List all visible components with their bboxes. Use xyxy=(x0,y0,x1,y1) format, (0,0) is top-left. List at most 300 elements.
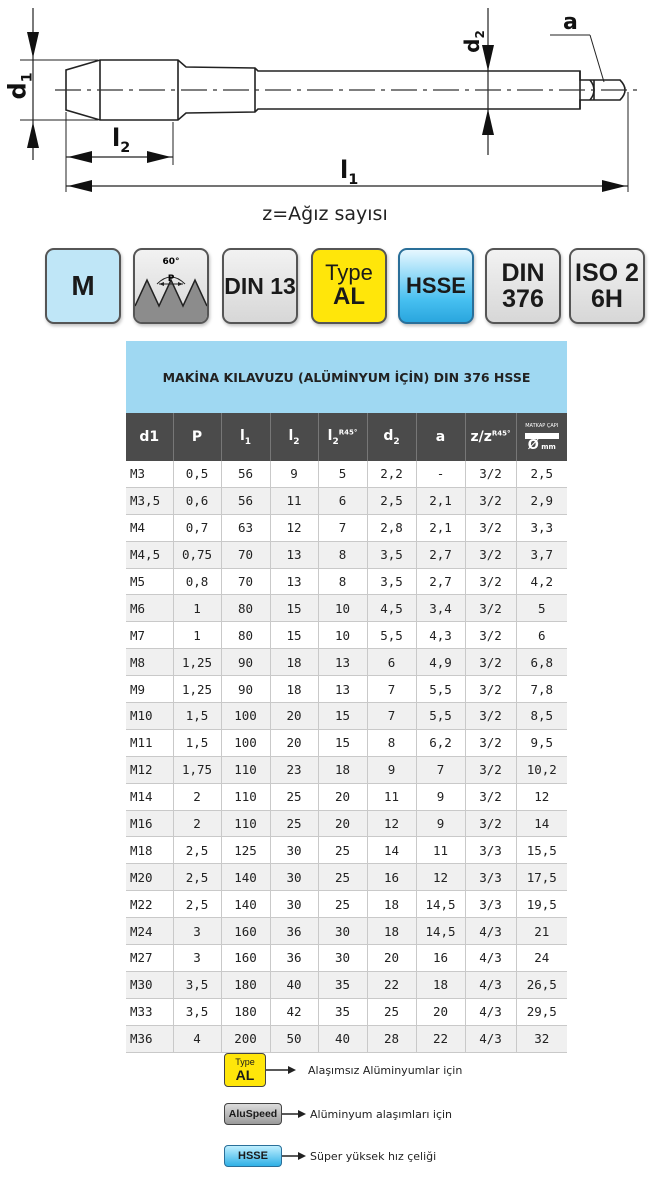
cell-drill: 19,5 xyxy=(516,891,567,918)
table-row xyxy=(126,837,567,864)
col-header-d1 xyxy=(126,413,173,461)
col-header-l2r-sup: R45° xyxy=(338,427,358,436)
cell-p: 2 xyxy=(173,783,221,810)
cell-l1: 180 xyxy=(221,998,270,1025)
cell-d1: M4 xyxy=(126,514,173,541)
cell-a: 12 xyxy=(416,864,465,891)
thread-pitch-label: P xyxy=(167,274,175,284)
badge-iso-tolerance xyxy=(569,248,645,324)
cell-l2-r45: 6 xyxy=(318,487,367,514)
cell-a: 4,3 xyxy=(416,622,465,649)
cell-a: 6,2 xyxy=(416,729,465,756)
cell-l2: 25 xyxy=(270,810,318,837)
cell-l1: 180 xyxy=(221,971,270,998)
badge-din376 xyxy=(485,248,561,324)
col-header-l2-sub: 2 xyxy=(293,436,300,447)
cell-z: 3/2 xyxy=(465,487,516,514)
cell-a: 22 xyxy=(416,1025,465,1052)
cell-l2: 18 xyxy=(270,676,318,703)
label-d1-sub: 1 xyxy=(19,72,36,83)
cell-p: 3,5 xyxy=(173,971,221,998)
label-l2-sub: 2 xyxy=(120,139,131,156)
cell-drill: 17,5 xyxy=(516,864,567,891)
table-title: MAKİNA KILAVUZU (ALÜMİNYUM İÇİN) DIN 376 HSSE xyxy=(126,341,567,413)
legend-aluspeed xyxy=(224,1103,452,1125)
legend-aluspeed-label: AluSpeed xyxy=(228,1108,278,1120)
tap-outline-svg xyxy=(0,0,650,200)
tap-technical-drawing xyxy=(0,0,650,200)
col-header-l1-sub: 1 xyxy=(244,436,252,447)
table-row xyxy=(126,729,567,756)
badge-hsse-label: HSSE xyxy=(406,273,466,298)
cell-drill: 24 xyxy=(516,945,567,972)
table-row xyxy=(126,541,567,568)
label-l2 xyxy=(112,124,130,156)
table-row xyxy=(126,514,567,541)
badge-din376-bottom: 376 xyxy=(502,285,544,313)
col-header-d2 xyxy=(367,413,416,461)
cell-z: 4/3 xyxy=(465,945,516,972)
badge-type-top: Type xyxy=(325,260,373,285)
cell-p: 4 xyxy=(173,1025,221,1052)
cell-p: 0,75 xyxy=(173,541,221,568)
cell-a: 14,5 xyxy=(416,891,465,918)
cell-z: 4/3 xyxy=(465,971,516,998)
cell-a: 5,5 xyxy=(416,676,465,703)
cell-d2: 2,5 xyxy=(367,487,416,514)
drill-diameter-row xyxy=(517,438,568,453)
cell-d1: M3 xyxy=(126,461,173,487)
cell-p: 2,5 xyxy=(173,864,221,891)
col-header-p xyxy=(173,413,221,461)
cell-a: - xyxy=(416,461,465,487)
cell-l2-r45: 25 xyxy=(318,864,367,891)
cell-a: 7 xyxy=(416,756,465,783)
cell-d1: M22 xyxy=(126,891,173,918)
cell-p: 0,7 xyxy=(173,514,221,541)
cell-d2: 3,5 xyxy=(367,541,416,568)
cell-l2: 30 xyxy=(270,837,318,864)
table-row xyxy=(126,756,567,783)
cell-d1: M7 xyxy=(126,622,173,649)
cell-d2: 2,8 xyxy=(367,514,416,541)
cell-l1: 56 xyxy=(221,487,270,514)
label-l1-main: l xyxy=(340,156,349,184)
cell-a: 2,7 xyxy=(416,568,465,595)
cell-l2-r45: 5 xyxy=(318,461,367,487)
cell-a: 20 xyxy=(416,998,465,1025)
cell-l2: 18 xyxy=(270,649,318,676)
cell-d2: 20 xyxy=(367,945,416,972)
cell-d1: M30 xyxy=(126,971,173,998)
table-row xyxy=(126,783,567,810)
cell-a: 3,4 xyxy=(416,595,465,622)
cell-a: 14,5 xyxy=(416,918,465,945)
diameter-icon: Ø xyxy=(527,438,539,453)
legend-aluspeed-text: Alüminyum alaşımları için xyxy=(310,1107,453,1121)
label-a-main: a xyxy=(563,10,578,35)
cell-z: 4/3 xyxy=(465,918,516,945)
drill-header-top: MATKAP ÇAPI xyxy=(525,423,559,429)
cell-z: 3/2 xyxy=(465,729,516,756)
cell-l1: 140 xyxy=(221,864,270,891)
spec-table xyxy=(126,413,567,1053)
col-header-l1 xyxy=(221,413,270,461)
cell-l1: 160 xyxy=(221,945,270,972)
cell-d2: 4,5 xyxy=(367,595,416,622)
cell-d1: M4,5 xyxy=(126,541,173,568)
cell-l2-r45: 30 xyxy=(318,945,367,972)
cell-l2: 9 xyxy=(270,461,318,487)
cell-d1: M3,5 xyxy=(126,487,173,514)
cell-l2: 30 xyxy=(270,864,318,891)
cell-d1: M36 xyxy=(126,1025,173,1052)
col-header-l2r-label: l xyxy=(327,427,333,444)
cell-z: 3/2 xyxy=(465,461,516,487)
cell-l2: 20 xyxy=(270,729,318,756)
cell-z: 4/3 xyxy=(465,1025,516,1052)
col-header-z-sup: R45° xyxy=(491,429,511,438)
table-row xyxy=(126,810,567,837)
cell-d2: 2,2 xyxy=(367,461,416,487)
cell-l2: 42 xyxy=(270,998,318,1025)
cell-p: 2,5 xyxy=(173,837,221,864)
col-header-l2 xyxy=(270,413,318,461)
cell-l2: 13 xyxy=(270,541,318,568)
col-header-l2-r45 xyxy=(318,413,367,461)
table-row xyxy=(126,568,567,595)
cell-drill: 15,5 xyxy=(516,837,567,864)
cell-l2: 13 xyxy=(270,568,318,595)
cell-p: 2,5 xyxy=(173,891,221,918)
cell-l1: 110 xyxy=(221,783,270,810)
cell-l2-r45: 13 xyxy=(318,676,367,703)
thread-profile-icon xyxy=(135,250,207,322)
cell-d1: M10 xyxy=(126,703,173,730)
cell-p: 1,5 xyxy=(173,729,221,756)
cell-p: 0,8 xyxy=(173,568,221,595)
cell-l2: 12 xyxy=(270,514,318,541)
cell-d2: 28 xyxy=(367,1025,416,1052)
label-l2-main: l xyxy=(112,124,121,152)
cell-l1: 80 xyxy=(221,595,270,622)
cell-d2: 7 xyxy=(367,676,416,703)
table-row xyxy=(126,918,567,945)
cell-d2: 3,5 xyxy=(367,568,416,595)
label-l1-sub: 1 xyxy=(348,171,359,188)
cell-d1: M16 xyxy=(126,810,173,837)
cell-l1: 80 xyxy=(221,622,270,649)
cell-l2: 23 xyxy=(270,756,318,783)
col-header-z xyxy=(465,413,516,461)
cell-a: 2,1 xyxy=(416,514,465,541)
cell-p: 1 xyxy=(173,622,221,649)
legend-type-al-badge xyxy=(224,1053,266,1087)
cell-z: 3/2 xyxy=(465,622,516,649)
table-row xyxy=(126,487,567,514)
table-header-row xyxy=(126,413,567,461)
cell-z: 3/2 xyxy=(465,541,516,568)
cell-d1: M18 xyxy=(126,837,173,864)
cell-l1: 125 xyxy=(221,837,270,864)
cell-l2-r45: 20 xyxy=(318,783,367,810)
cell-drill: 8,5 xyxy=(516,703,567,730)
drill-unit-label: mm xyxy=(541,443,556,451)
cell-l1: 110 xyxy=(221,756,270,783)
cell-d2: 8 xyxy=(367,729,416,756)
table-row xyxy=(126,461,567,487)
cell-z: 3/3 xyxy=(465,891,516,918)
legend-type-al xyxy=(224,1053,462,1087)
badge-din13 xyxy=(222,248,298,324)
cell-z: 3/2 xyxy=(465,676,516,703)
cell-drill: 3,3 xyxy=(516,514,567,541)
cell-p: 3 xyxy=(173,918,221,945)
cell-l1: 56 xyxy=(221,461,270,487)
cell-l2: 11 xyxy=(270,487,318,514)
cell-d1: M33 xyxy=(126,998,173,1025)
cell-l1: 70 xyxy=(221,568,270,595)
cell-p: 1,25 xyxy=(173,649,221,676)
cell-p: 1,5 xyxy=(173,703,221,730)
cell-a: 9 xyxy=(416,783,465,810)
cell-p: 1 xyxy=(173,595,221,622)
cell-p: 1,75 xyxy=(173,756,221,783)
cell-d2: 9 xyxy=(367,756,416,783)
cell-d1: M8 xyxy=(126,649,173,676)
badge-m-label: M xyxy=(71,270,95,301)
cell-a: 5,5 xyxy=(416,703,465,730)
cell-l2: 20 xyxy=(270,703,318,730)
cell-l1: 70 xyxy=(221,541,270,568)
cell-drill: 2,5 xyxy=(516,461,567,487)
cell-l2-r45: 25 xyxy=(318,837,367,864)
cell-l1: 110 xyxy=(221,810,270,837)
badge-iso-top: ISO 2 xyxy=(575,259,639,287)
cell-l1: 140 xyxy=(221,891,270,918)
cell-l2-r45: 15 xyxy=(318,729,367,756)
badge-hsse xyxy=(398,248,474,324)
cell-l1: 90 xyxy=(221,649,270,676)
table-row xyxy=(126,622,567,649)
table-row xyxy=(126,676,567,703)
col-header-d1-label: d1 xyxy=(139,429,160,445)
cell-d2: 22 xyxy=(367,971,416,998)
table-row xyxy=(126,1025,567,1052)
cell-drill: 6 xyxy=(516,622,567,649)
label-d2-main: d xyxy=(459,38,484,53)
cell-l2-r45: 10 xyxy=(318,622,367,649)
cell-d1: M20 xyxy=(126,864,173,891)
cell-l1: 200 xyxy=(221,1025,270,1052)
cell-p: 0,6 xyxy=(173,487,221,514)
table-row xyxy=(126,703,567,730)
col-header-drill xyxy=(516,413,567,461)
table-row xyxy=(126,998,567,1025)
badge-thread-profile xyxy=(133,248,209,324)
cell-d2: 5,5 xyxy=(367,622,416,649)
cell-l2: 36 xyxy=(270,945,318,972)
legend-arrow-icon xyxy=(282,1109,306,1119)
legend-arrow-icon xyxy=(266,1065,296,1075)
cell-l2-r45: 7 xyxy=(318,514,367,541)
cell-p: 0,5 xyxy=(173,461,221,487)
legend-hsse-label: HSSE xyxy=(238,1150,268,1162)
cell-p: 3,5 xyxy=(173,998,221,1025)
cell-drill: 10,2 xyxy=(516,756,567,783)
cell-z: 3/2 xyxy=(465,514,516,541)
cell-l1: 160 xyxy=(221,918,270,945)
table-row xyxy=(126,649,567,676)
cell-a: 11 xyxy=(416,837,465,864)
cell-drill: 7,8 xyxy=(516,676,567,703)
cell-d1: M6 xyxy=(126,595,173,622)
cell-z: 4/3 xyxy=(465,998,516,1025)
cell-l2: 25 xyxy=(270,783,318,810)
cell-l2-r45: 40 xyxy=(318,1025,367,1052)
cell-z: 3/3 xyxy=(465,864,516,891)
cell-d1: M9 xyxy=(126,676,173,703)
label-d2 xyxy=(460,30,487,53)
cell-a: 9 xyxy=(416,810,465,837)
cell-drill: 29,5 xyxy=(516,998,567,1025)
cell-l1: 100 xyxy=(221,729,270,756)
cell-l1: 63 xyxy=(221,514,270,541)
cell-l2-r45: 35 xyxy=(318,998,367,1025)
label-a xyxy=(563,10,578,35)
legend-arrow-icon xyxy=(282,1151,306,1161)
table-row xyxy=(126,945,567,972)
cell-z: 3/2 xyxy=(465,756,516,783)
legend-hsse-badge xyxy=(224,1145,282,1167)
cell-drill: 9,5 xyxy=(516,729,567,756)
cell-drill: 3,7 xyxy=(516,541,567,568)
cell-d2: 16 xyxy=(367,864,416,891)
col-header-l2r-sub: 2 xyxy=(332,436,339,447)
table-row xyxy=(126,595,567,622)
cell-drill: 12 xyxy=(516,783,567,810)
cell-d1: M11 xyxy=(126,729,173,756)
cell-z: 3/2 xyxy=(465,783,516,810)
cell-l2-r45: 8 xyxy=(318,568,367,595)
table-body xyxy=(126,461,567,1052)
cell-z: 3/3 xyxy=(465,837,516,864)
label-l1 xyxy=(340,156,358,188)
col-header-p-label: P xyxy=(191,429,203,445)
cell-p: 2 xyxy=(173,810,221,837)
cell-d2: 6 xyxy=(367,649,416,676)
cell-drill: 26,5 xyxy=(516,971,567,998)
col-header-z-label: z/z xyxy=(470,429,492,445)
cell-d2: 14 xyxy=(367,837,416,864)
cell-drill: 5 xyxy=(516,595,567,622)
cell-l2-r45: 15 xyxy=(318,703,367,730)
cell-l2-r45: 25 xyxy=(318,891,367,918)
cell-p: 3 xyxy=(173,945,221,972)
legend-type-al-top: Type xyxy=(235,1057,255,1067)
cell-p: 1,25 xyxy=(173,676,221,703)
col-header-l2-label: l xyxy=(288,427,294,444)
cell-l2: 50 xyxy=(270,1025,318,1052)
cell-l2: 15 xyxy=(270,622,318,649)
cell-l2-r45: 10 xyxy=(318,595,367,622)
cell-d2: 7 xyxy=(367,703,416,730)
cell-l2-r45: 35 xyxy=(318,971,367,998)
cell-d2: 12 xyxy=(367,810,416,837)
badge-metric-thread xyxy=(45,248,121,324)
cell-l2: 40 xyxy=(270,971,318,998)
col-header-l1-label: l xyxy=(239,427,245,444)
cell-drill: 14 xyxy=(516,810,567,837)
cell-a: 18 xyxy=(416,971,465,998)
badge-din376-top: DIN xyxy=(501,259,545,287)
table-row xyxy=(126,971,567,998)
cell-drill: 2,9 xyxy=(516,487,567,514)
cell-z: 3/2 xyxy=(465,568,516,595)
cell-z: 3/2 xyxy=(465,703,516,730)
cell-l1: 90 xyxy=(221,676,270,703)
badge-iso-bottom: 6H xyxy=(591,285,623,313)
col-header-a-label: a xyxy=(435,429,446,445)
legend-type-al-text: Alaşımsız Alüminyumlar için xyxy=(308,1063,463,1077)
cell-d2: 18 xyxy=(367,918,416,945)
cell-l2: 30 xyxy=(270,891,318,918)
cell-a: 2,7 xyxy=(416,541,465,568)
cell-l2-r45: 8 xyxy=(318,541,367,568)
legend-hsse-text: Süper yüksek hız çeliği xyxy=(310,1149,437,1163)
table-row xyxy=(126,864,567,891)
cell-drill: 6,8 xyxy=(516,649,567,676)
thread-angle-label: 60° xyxy=(162,257,180,267)
cell-a: 16 xyxy=(416,945,465,972)
col-header-d2-sub: 2 xyxy=(393,436,400,447)
cell-d2: 11 xyxy=(367,783,416,810)
cell-l1: 100 xyxy=(221,703,270,730)
label-d1-main: d xyxy=(3,82,32,100)
label-d1 xyxy=(4,72,36,99)
cell-drill: 4,2 xyxy=(516,568,567,595)
legend-hsse xyxy=(224,1145,436,1167)
col-header-d2-label: d xyxy=(383,427,394,444)
table-row xyxy=(126,891,567,918)
legend-type-al-bottom: AL xyxy=(235,1067,255,1083)
col-header-a xyxy=(416,413,465,461)
cell-l2-r45: 18 xyxy=(318,756,367,783)
label-d2-sub: 2 xyxy=(472,30,487,39)
cell-l2: 15 xyxy=(270,595,318,622)
badge-type-al xyxy=(311,248,387,324)
cell-d1: M24 xyxy=(126,918,173,945)
cell-l2-r45: 30 xyxy=(318,918,367,945)
cell-l2-r45: 20 xyxy=(318,810,367,837)
cell-d1: M27 xyxy=(126,945,173,972)
cell-d2: 18 xyxy=(367,891,416,918)
cell-l2-r45: 13 xyxy=(318,649,367,676)
cell-d1: M5 xyxy=(126,568,173,595)
badge-din13-label: DIN 13 xyxy=(224,273,296,299)
cell-d2: 25 xyxy=(367,998,416,1025)
caption-tooth-count: z=Ağız sayısı xyxy=(262,203,388,225)
spec-table-section xyxy=(126,341,567,1053)
cell-d1: M14 xyxy=(126,783,173,810)
cell-drill: 21 xyxy=(516,918,567,945)
cell-a: 2,1 xyxy=(416,487,465,514)
cell-z: 3/2 xyxy=(465,595,516,622)
cell-l2: 36 xyxy=(270,918,318,945)
legend-aluspeed-badge xyxy=(224,1103,282,1125)
cell-z: 3/2 xyxy=(465,649,516,676)
cell-a: 4,9 xyxy=(416,649,465,676)
